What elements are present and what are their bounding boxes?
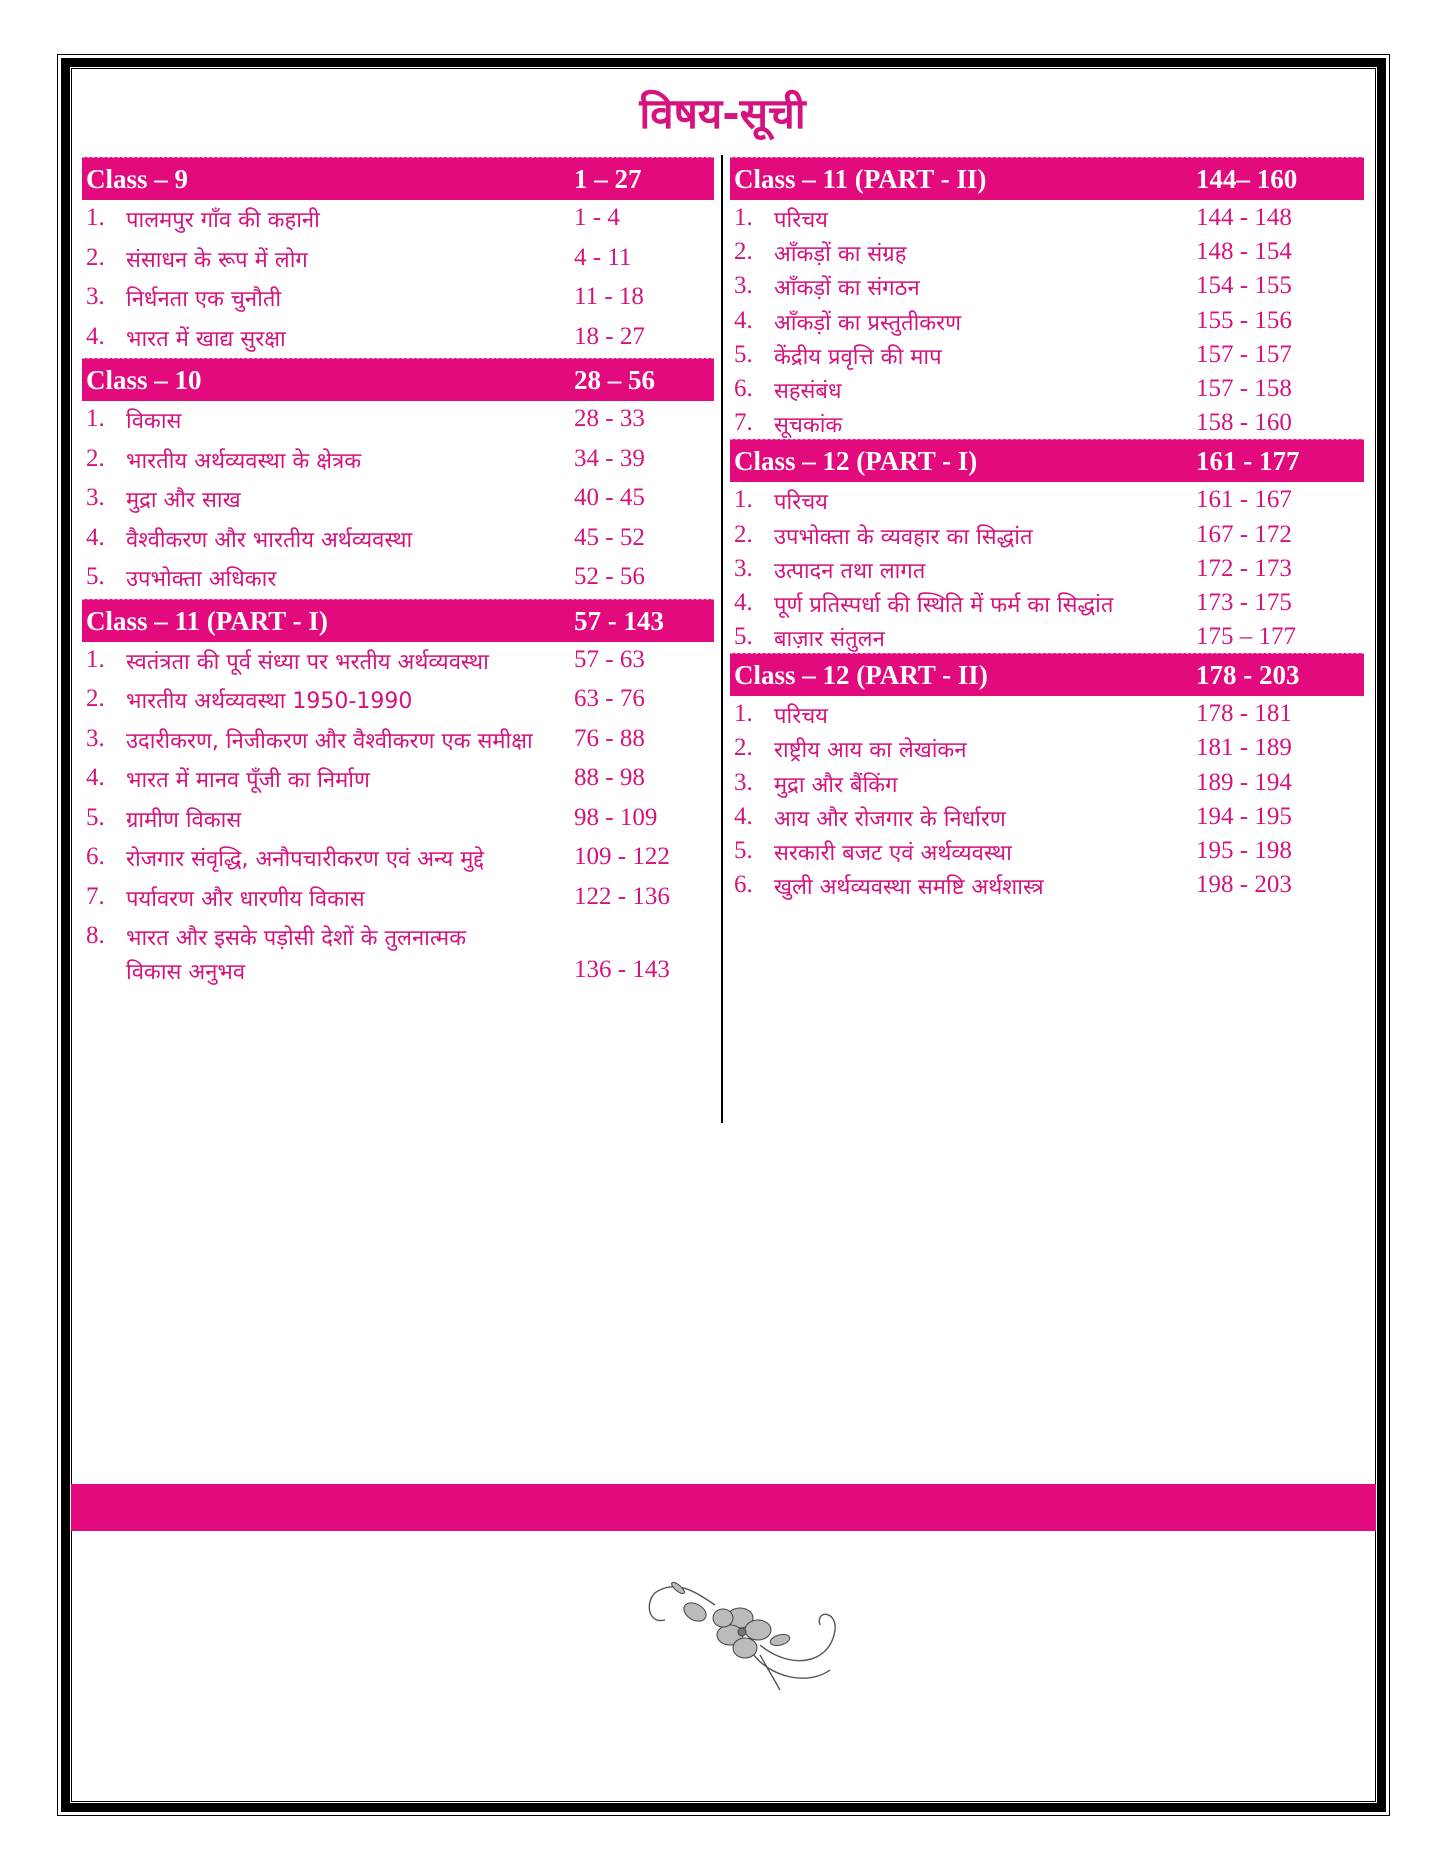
entry-number: 1.: [734, 700, 753, 728]
entry-number: 3.: [734, 554, 753, 582]
entry-title: भारत में मानव पूँजी का निर्माण: [126, 768, 370, 793]
section-header: [82, 599, 714, 642]
entry-page-range: 52 - 56: [574, 563, 645, 590]
entry-page-range: 122 - 136: [574, 882, 670, 910]
toc-entry[interactable]: [82, 240, 714, 280]
entry-page-range: 11 - 18: [574, 283, 644, 310]
entry-page-range: 157 - 158: [1196, 374, 1292, 402]
toc-entry[interactable]: [82, 319, 714, 359]
toc-entry[interactable]: [82, 441, 714, 481]
toc-entry[interactable]: [730, 551, 1364, 585]
toc-entry[interactable]: [730, 696, 1364, 730]
entry-title: रोजगार संवृद्धि, अनौपचारीकरण एवं अन्य मुद्दे: [126, 847, 485, 872]
entry-title: आँकड़ों का प्रस्तुतीकरण: [774, 310, 962, 336]
entry-title: राष्ट्रीय आय का लेखांकन: [774, 738, 967, 764]
entry-title: उपभोक्ता अधिकार: [126, 567, 277, 592]
entry-page-range: 18 - 27: [574, 322, 645, 350]
entry-number: 4.: [86, 523, 105, 551]
section-header: [730, 653, 1364, 696]
toc-entry[interactable]: [82, 559, 714, 599]
entry-number: 4.: [734, 802, 753, 830]
toc-entry[interactable]: [82, 800, 714, 840]
entry-number: 4.: [86, 322, 105, 350]
toc-entry[interactable]: [730, 234, 1364, 268]
entry-page-range: 173 - 175: [1196, 588, 1292, 616]
entry-page-range: 1 - 4: [574, 204, 620, 231]
entry-number: 4.: [734, 588, 753, 616]
entry-number: 3.: [86, 724, 105, 752]
entry-number: 7.: [86, 882, 105, 910]
section-header: [730, 439, 1364, 482]
section-page-range: 1 – 27: [574, 164, 642, 194]
toc-entry[interactable]: [82, 200, 714, 240]
entry-number: 2.: [86, 685, 105, 712]
toc-entry[interactable]: [82, 279, 714, 319]
section-page-range: 57 - 143: [574, 605, 664, 636]
toc-entry[interactable]: [730, 585, 1364, 619]
toc-entry[interactable]: [730, 200, 1364, 234]
entry-number: 6.: [86, 843, 105, 870]
entry-title: केंद्रीय प्रवृत्ति की माप: [774, 344, 942, 370]
toc-entry[interactable]: [82, 520, 714, 560]
entry-page-range: 63 - 76: [574, 685, 645, 712]
entry-number: 2.: [86, 243, 105, 271]
section-title: Class – 12 (PART - II): [734, 660, 988, 691]
toc-entry[interactable]: [730, 833, 1364, 867]
section-page-range: 161 - 177: [1196, 446, 1300, 477]
toc-left-column: [82, 157, 714, 987]
entry-number: 5.: [86, 803, 105, 831]
entry-page-range: 40 - 45: [574, 484, 645, 511]
section-title: Class – 11 (PART - II): [734, 164, 987, 194]
toc-entry[interactable]: [730, 517, 1364, 551]
entry-title: पालमपुर गाँव की कहानी: [126, 208, 320, 233]
toc-entry[interactable]: [730, 268, 1364, 302]
column-divider: [721, 155, 723, 1123]
section-header: [82, 358, 714, 401]
entry-title: परिचय: [774, 208, 828, 233]
entry-title: उत्पादन तथा लागत: [774, 558, 926, 584]
entry-number: 3.: [86, 484, 105, 511]
entry-number: 5.: [86, 563, 105, 590]
entry-page-range: 155 - 156: [1196, 306, 1292, 334]
entry-title: उदारीकरण, निजीकरण और वैश्वीकरण एक समीक्षा: [126, 728, 533, 754]
section-header: [82, 157, 714, 200]
entry-title: खुली अर्थव्यवस्था समष्टि अर्थशास्त्र: [774, 875, 1044, 901]
entry-title: ग्रामीण विकास: [126, 807, 242, 833]
entry-number: 5.: [734, 340, 753, 368]
entry-title: सूचकांक: [774, 413, 843, 439]
section-title: Class – 11 (PART - I): [86, 605, 328, 636]
entry-number: 3.: [734, 768, 753, 796]
toc-entry[interactable]: [730, 371, 1364, 405]
entry-page-range: 57 - 63: [574, 645, 645, 673]
toc-entry[interactable]: [82, 401, 714, 441]
entry-number: 4.: [734, 306, 753, 334]
entry-title: पर्यावरण और धारणीय विकास: [126, 886, 365, 912]
toc-entry[interactable]: [730, 867, 1364, 901]
entry-number: 1.: [734, 486, 753, 514]
entry-page-range: 88 - 98: [574, 764, 645, 791]
toc-entry[interactable]: [730, 765, 1364, 799]
entry-number: 1.: [86, 204, 105, 231]
entry-page-range: 34 - 39: [574, 444, 645, 472]
toc-right-column: [730, 157, 1364, 901]
entry-title: आँकड़ों का संग्रह: [774, 242, 907, 268]
entry-number: 5.: [734, 623, 753, 651]
entry-title: स्वतंत्रता की पूर्व संध्या पर भरतीय अर्थव्यवस्था: [126, 649, 489, 675]
entry-page-range: 189 - 194: [1196, 768, 1292, 796]
decorative-pink-band: [71, 1484, 1376, 1531]
entry-title: विकास: [126, 409, 182, 434]
entry-number: 1.: [734, 204, 753, 231]
entry-page-range: 161 - 167: [1196, 486, 1292, 514]
entry-page-range: 175 – 177: [1196, 623, 1296, 651]
entry-number: 6.: [734, 374, 753, 402]
toc-entry[interactable]: [730, 619, 1364, 653]
section-title: Class – 9: [86, 164, 189, 194]
toc-entry[interactable]: [730, 303, 1364, 337]
entry-number: 5.: [734, 837, 753, 864]
entry-page-range: 148 - 154: [1196, 238, 1292, 266]
entry-page-range: 109 - 122: [574, 843, 670, 870]
entry-page-range: 172 - 173: [1196, 554, 1292, 582]
page-title: विषय-सूची: [639, 89, 806, 138]
toc-entry[interactable]: [82, 642, 714, 682]
toc-entry[interactable]: [730, 482, 1364, 516]
entry-number: 1.: [86, 405, 105, 432]
toc-entry[interactable]: [82, 760, 714, 800]
entry-page-range: 178 - 181: [1196, 700, 1292, 728]
toc-entry[interactable]: [730, 405, 1364, 439]
entry-page-range: 194 - 195: [1196, 802, 1292, 830]
section-title: Class – 10: [86, 365, 202, 395]
entry-page-range: 198 - 203: [1196, 871, 1292, 899]
entry-title: सहसंबंध: [774, 378, 842, 404]
floral-ornament-icon: [640, 1570, 860, 1700]
section-title: Class – 12 (PART - I): [734, 446, 978, 477]
entry-number: 2.: [734, 734, 753, 762]
toc-entry[interactable]: [82, 480, 714, 520]
entry-page-range: 154 - 155: [1196, 272, 1292, 300]
section-page-range: 144– 160: [1196, 164, 1298, 194]
toc-entry[interactable]: [82, 681, 714, 721]
section-header: [730, 157, 1364, 200]
toc-entry[interactable]: [82, 839, 714, 879]
toc-entry[interactable]: [82, 918, 714, 987]
entry-title: मुद्रा और बैंकिंग: [774, 772, 898, 798]
entry-title: उपभोक्ता के व्यवहार का सिद्धांत: [774, 524, 1033, 550]
entry-title: भारत में खाद्य सुरक्षा: [126, 326, 286, 352]
entry-number: 2.: [734, 238, 753, 266]
entry-page-range: 28 - 33: [574, 405, 645, 432]
section-page-range: 178 - 203: [1196, 660, 1300, 691]
entry-title: भारत और इसके पड़ोसी देशों के तुलनात्मक: [126, 926, 467, 951]
entry-title: आय और रोजगार के निर्धारण: [774, 806, 1006, 832]
entry-title: परिचय: [774, 490, 828, 516]
entry-number: 3.: [86, 283, 105, 310]
entry-title: मुद्रा और साख: [126, 488, 241, 513]
entry-number: 6.: [734, 871, 753, 899]
entry-number: 2.: [734, 520, 753, 548]
entry-page-range: 98 - 109: [574, 803, 658, 831]
entry-page-range: 136 - 143: [574, 955, 670, 983]
entry-page-range: 144 - 148: [1196, 204, 1292, 231]
entry-title: आँकड़ों का संगठन: [774, 276, 920, 302]
entry-title: भारतीय अर्थव्यवस्था के क्षेत्रक: [126, 448, 362, 474]
entry-page-range: 158 - 160: [1196, 409, 1292, 437]
entry-page-range: 45 - 52: [574, 523, 645, 551]
entry-number: 4.: [86, 764, 105, 791]
entry-title: भारतीय अर्थव्यवस्था 1950-1990: [126, 689, 413, 714]
entry-page-range: 195 - 198: [1196, 837, 1292, 864]
entry-title: परिचय: [774, 704, 828, 730]
entry-page-range: 181 - 189: [1196, 734, 1292, 762]
entry-page-range: 76 - 88: [574, 724, 645, 752]
entry-number: 7.: [734, 409, 753, 437]
toc-entry[interactable]: [730, 799, 1364, 833]
entry-title: संसाधन के रूप में लोग: [126, 247, 308, 273]
entry-title: सरकारी बजट एवं अर्थव्यवस्था: [774, 841, 1012, 866]
toc-entry[interactable]: [82, 879, 714, 919]
entry-title: बाज़ार संतुलन: [774, 627, 885, 653]
toc-entry[interactable]: [730, 337, 1364, 371]
entry-title: पूर्ण प्रतिस्पर्धा की स्थिति में फर्म का सिद्धांत: [774, 592, 1114, 618]
entry-page-range: 4 - 11: [574, 243, 632, 271]
entry-number: 1.: [86, 645, 105, 673]
entry-title: वैश्वीकरण और भारतीय अर्थव्यवस्था: [126, 527, 413, 553]
entry-number: 2.: [86, 444, 105, 472]
entry-page-range: 167 - 172: [1196, 520, 1292, 548]
toc-entry[interactable]: [82, 721, 714, 761]
entry-number: 8.: [86, 922, 105, 949]
entry-number: 3.: [734, 272, 753, 300]
entry-title: निर्धनता एक चुनौती: [126, 287, 282, 312]
toc-entry[interactable]: [730, 730, 1364, 764]
entry-page-range: 157 - 157: [1196, 340, 1292, 368]
entry-title-continued: विकास अनुभव: [126, 959, 246, 985]
section-page-range: 28 – 56: [574, 365, 655, 395]
